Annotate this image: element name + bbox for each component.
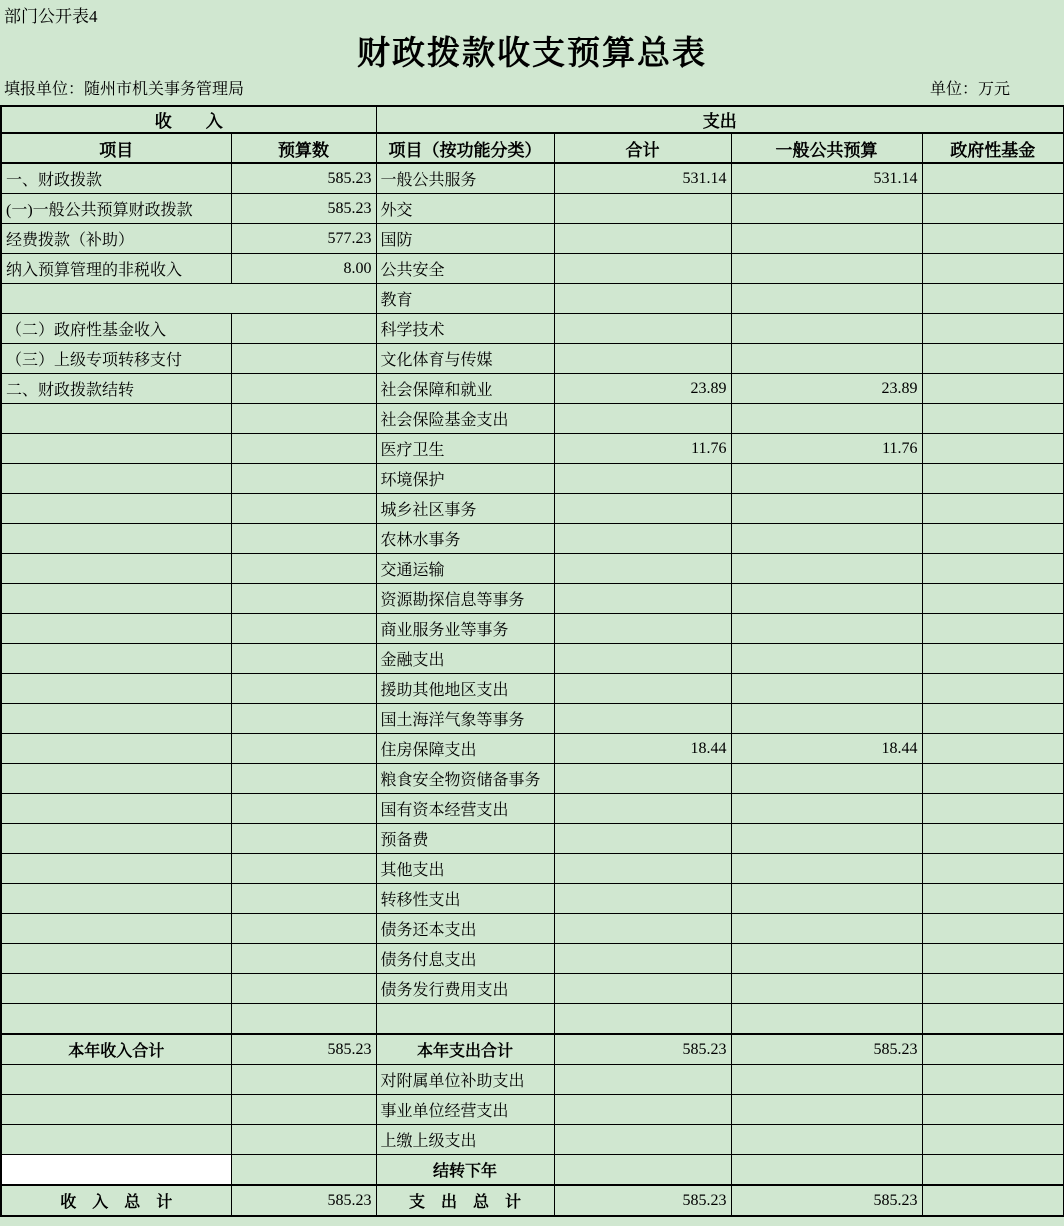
table-row	[1, 224, 1064, 254]
income-amount-cell: 577.23	[231, 224, 376, 254]
income-item-cell	[1, 464, 231, 494]
income-amount-cell: 585.23	[231, 1185, 376, 1216]
column-header: 项目（按功能分类）	[376, 133, 554, 163]
table-row	[1, 1065, 1064, 1095]
expense-general-budget-cell	[731, 224, 922, 254]
expense-general-budget-cell	[731, 1004, 922, 1035]
income-amount-cell	[231, 524, 376, 554]
expense-item-cell: 科学技术	[376, 314, 554, 344]
income-amount-cell	[231, 974, 376, 1004]
table-row	[1, 1095, 1064, 1125]
income-item-cell	[1, 284, 376, 314]
income-item-cell	[1, 944, 231, 974]
expense-govt-fund-cell	[922, 1095, 1064, 1125]
income-item-cell	[1, 974, 231, 1004]
expense-total-cell	[554, 404, 731, 434]
income-amount-cell	[231, 884, 376, 914]
expense-general-budget-cell	[731, 854, 922, 884]
expense-govt-fund-cell	[922, 1004, 1064, 1035]
expense-general-budget-cell	[731, 764, 922, 794]
expense-item-cell: 教育	[376, 284, 554, 314]
expense-item-cell: 其他支出	[376, 854, 554, 884]
income-amount-cell	[231, 1125, 376, 1155]
expense-item-cell: 社会保险基金支出	[376, 404, 554, 434]
expense-govt-fund-cell	[922, 464, 1064, 494]
expense-item-cell: 环境保护	[376, 464, 554, 494]
expense-item-cell: 本年支出合计	[376, 1034, 554, 1065]
income-amount-cell	[231, 344, 376, 374]
expense-total-cell	[554, 254, 731, 284]
expense-item-cell: 援助其他地区支出	[376, 674, 554, 704]
table-row	[1, 314, 1064, 344]
expense-item-cell	[376, 1004, 554, 1035]
expense-general-budget-cell	[731, 1095, 922, 1125]
expense-general-budget-cell	[731, 494, 922, 524]
table-row	[1, 674, 1064, 704]
expense-general-budget-cell	[731, 974, 922, 1004]
income-item-cell: 本年收入合计	[1, 1034, 231, 1065]
table-row	[1, 824, 1064, 854]
income-item-cell: （二）政府性基金收入	[1, 314, 231, 344]
expense-general-budget-cell	[731, 1125, 922, 1155]
income-amount-cell	[231, 794, 376, 824]
expense-item-cell: 医疗卫生	[376, 434, 554, 464]
income-item-cell	[1, 404, 231, 434]
income-item-cell	[1, 824, 231, 854]
expense-total-cell	[554, 764, 731, 794]
expense-govt-fund-cell	[922, 764, 1064, 794]
expense-govt-fund-cell	[922, 914, 1064, 944]
income-amount-cell	[231, 554, 376, 584]
expense-item-cell: 债务发行费用支出	[376, 974, 554, 1004]
expense-total-cell	[554, 854, 731, 884]
expense-govt-fund-cell	[922, 494, 1064, 524]
income-item-cell	[1, 734, 231, 764]
expense-total-cell	[554, 464, 731, 494]
expense-govt-fund-cell	[922, 554, 1064, 584]
income-item-cell: 经费拨款（补助）	[1, 224, 231, 254]
income-item-cell	[1, 914, 231, 944]
expense-govt-fund-cell	[922, 524, 1064, 554]
income-amount-cell	[231, 1095, 376, 1125]
table-row	[1, 464, 1064, 494]
income-amount-cell	[231, 584, 376, 614]
income-amount-cell	[231, 914, 376, 944]
table-row	[1, 434, 1064, 464]
income-item-cell	[1, 884, 231, 914]
expense-total-cell: 11.76	[554, 434, 731, 464]
income-item-cell: (一)一般公共预算财政拨款	[1, 194, 231, 224]
expense-total-cell	[554, 824, 731, 854]
expense-general-budget-cell	[731, 404, 922, 434]
expense-govt-fund-cell	[922, 704, 1064, 734]
expense-total-cell	[554, 1155, 731, 1186]
table-row	[1, 494, 1064, 524]
expense-total-cell	[554, 674, 731, 704]
column-header: 合计	[554, 133, 731, 163]
expense-item-cell: 支 出 总 计	[376, 1185, 554, 1216]
income-item-cell	[1, 584, 231, 614]
income-item-cell	[1, 1095, 231, 1125]
expense-total-cell	[554, 1125, 731, 1155]
table-row	[1, 644, 1064, 674]
expense-govt-fund-cell	[922, 584, 1064, 614]
expense-govt-fund-cell	[922, 434, 1064, 464]
income-amount-cell	[231, 614, 376, 644]
table-row	[1, 944, 1064, 974]
table-row	[1, 854, 1064, 884]
table-row	[1, 1125, 1064, 1155]
expense-govt-fund-cell	[922, 284, 1064, 314]
table-row	[1, 163, 1064, 194]
income-amount-cell	[231, 1155, 376, 1186]
expense-govt-fund-cell	[922, 314, 1064, 344]
expense-item-cell: 结转下年	[376, 1155, 554, 1186]
expense-govt-fund-cell	[922, 974, 1064, 1004]
table-row	[1, 1004, 1064, 1035]
expense-govt-fund-cell	[922, 794, 1064, 824]
income-amount-cell: 585.23	[231, 1034, 376, 1065]
expense-total-cell	[554, 614, 731, 644]
income-item-cell	[1, 434, 231, 464]
expense-general-budget-cell	[731, 944, 922, 974]
expense-general-budget-cell: 585.23	[731, 1185, 922, 1216]
expense-general-budget-cell	[731, 194, 922, 224]
table-row	[1, 1185, 1064, 1216]
expense-general-budget-cell	[731, 554, 922, 584]
income-item-cell: 纳入预算管理的非税收入	[1, 254, 231, 284]
expense-general-budget-cell: 585.23	[731, 1034, 922, 1065]
expense-total-cell	[554, 224, 731, 254]
table-row	[1, 404, 1064, 434]
expense-item-cell: 农林水事务	[376, 524, 554, 554]
income-item-cell: 一、财政拨款	[1, 163, 231, 194]
table-row	[1, 524, 1064, 554]
income-amount-cell	[231, 434, 376, 464]
report-unit-label: 填报单位：随州市机关事务管理局	[4, 81, 245, 98]
expense-govt-fund-cell	[922, 734, 1064, 764]
expense-item-cell: 国有资本经营支出	[376, 794, 554, 824]
income-amount-cell	[231, 854, 376, 884]
expense-item-cell: 事业单位经营支出	[376, 1095, 554, 1125]
expense-item-cell: 商业服务业等事务	[376, 614, 554, 644]
expense-total-cell	[554, 884, 731, 914]
expense-total-cell: 23.89	[554, 374, 731, 404]
table-row	[1, 194, 1064, 224]
expense-item-cell: 债务还本支出	[376, 914, 554, 944]
income-amount-cell	[231, 314, 376, 344]
expense-govt-fund-cell	[922, 1155, 1064, 1186]
expense-item-cell: 社会保障和就业	[376, 374, 554, 404]
budget-table	[0, 105, 1064, 1217]
table-row	[1, 284, 1064, 314]
income-item-cell: 二、财政拨款结转	[1, 374, 231, 404]
table-row	[1, 1155, 1064, 1186]
income-amount-cell	[231, 404, 376, 434]
expense-general-budget-cell	[731, 344, 922, 374]
expense-govt-fund-cell	[922, 674, 1064, 704]
expense-general-budget-cell	[731, 254, 922, 284]
income-item-cell	[1, 614, 231, 644]
expense-item-cell: 金融支出	[376, 644, 554, 674]
income-item-cell	[1, 704, 231, 734]
expense-item-cell: 一般公共服务	[376, 163, 554, 194]
expense-govt-fund-cell	[922, 344, 1064, 374]
income-amount-cell: 585.23	[231, 194, 376, 224]
expense-total-cell	[554, 344, 731, 374]
expense-general-budget-cell	[731, 914, 922, 944]
page-title: 财政拨款收支预算总表	[357, 36, 707, 72]
expense-total-cell: 585.23	[554, 1034, 731, 1065]
expense-total-cell	[554, 314, 731, 344]
column-header: 一般公共预算	[731, 133, 922, 163]
expense-govt-fund-cell	[922, 644, 1064, 674]
income-item-cell	[1, 554, 231, 584]
expense-govt-fund-cell	[922, 824, 1064, 854]
expense-total-cell: 531.14	[554, 163, 731, 194]
income-item-cell	[1, 524, 231, 554]
expense-general-budget-cell	[731, 884, 922, 914]
expense-item-cell: 交通运输	[376, 554, 554, 584]
expense-govt-fund-cell	[922, 374, 1064, 404]
expense-total-cell	[554, 1095, 731, 1125]
expense-total-cell	[554, 944, 731, 974]
table-row	[1, 974, 1064, 1004]
table-row	[1, 1034, 1064, 1065]
expense-general-budget-cell	[731, 644, 922, 674]
expense-total-cell	[554, 704, 731, 734]
income-item-cell	[1, 674, 231, 704]
income-amount-cell	[231, 824, 376, 854]
expense-govt-fund-cell	[922, 1065, 1064, 1095]
expense-govt-fund-cell	[922, 1185, 1064, 1216]
expense-total-cell	[554, 1065, 731, 1095]
income-item-cell	[1, 1125, 231, 1155]
income-item-cell	[1, 794, 231, 824]
column-header: 项目	[1, 133, 231, 163]
table-row	[1, 764, 1064, 794]
column-header-row	[1, 133, 1064, 163]
expense-item-cell: 资源勘探信息等事务	[376, 584, 554, 614]
expense-general-budget-cell	[731, 524, 922, 554]
expense-total-cell	[554, 794, 731, 824]
income-item-cell	[1, 1004, 231, 1035]
table-row	[1, 734, 1064, 764]
expense-total-cell	[554, 494, 731, 524]
expense-general-budget-cell	[731, 584, 922, 614]
income-item-cell	[1, 1065, 231, 1095]
expense-item-cell: 住房保障支出	[376, 734, 554, 764]
expense-item-cell: 对附属单位补助支出	[376, 1065, 554, 1095]
income-amount-cell	[231, 704, 376, 734]
expense-item-cell: 外交	[376, 194, 554, 224]
expense-item-cell: 公共安全	[376, 254, 554, 284]
expense-item-cell: 转移性支出	[376, 884, 554, 914]
expense-general-budget-cell	[731, 674, 922, 704]
income-item-cell	[1, 764, 231, 794]
expense-general-budget-cell: 23.89	[731, 374, 922, 404]
expense-govt-fund-cell	[922, 854, 1064, 884]
expense-govt-fund-cell	[922, 404, 1064, 434]
income-item-cell	[1, 494, 231, 524]
column-header: 政府性基金	[922, 133, 1064, 163]
income-group-header: 收 入	[1, 106, 376, 133]
table-row	[1, 884, 1064, 914]
expense-total-cell	[554, 644, 731, 674]
expense-total-cell	[554, 974, 731, 1004]
meta-row	[0, 76, 1064, 105]
expense-govt-fund-cell	[922, 194, 1064, 224]
expense-item-cell: 上缴上级支出	[376, 1125, 554, 1155]
expense-general-budget-cell: 531.14	[731, 163, 922, 194]
income-amount-cell: 585.23	[231, 163, 376, 194]
income-amount-cell	[231, 644, 376, 674]
income-amount-cell	[231, 464, 376, 494]
expense-total-cell	[554, 914, 731, 944]
doc-label: 部门公开表4	[4, 7, 98, 26]
expense-general-budget-cell: 18.44	[731, 734, 922, 764]
income-item-cell: 收 入 总 计	[1, 1185, 231, 1216]
table-row	[1, 794, 1064, 824]
expense-general-budget-cell	[731, 284, 922, 314]
income-item-cell	[1, 854, 231, 884]
expense-item-cell: 国土海洋气象等事务	[376, 704, 554, 734]
expense-total-cell	[554, 554, 731, 584]
expense-govt-fund-cell	[922, 1125, 1064, 1155]
expense-general-budget-cell	[731, 464, 922, 494]
table-row	[1, 584, 1064, 614]
expense-item-cell: 债务付息支出	[376, 944, 554, 974]
income-item-cell: （三）上级专项转移支付	[1, 344, 231, 374]
expense-general-budget-cell	[731, 614, 922, 644]
expense-govt-fund-cell	[922, 944, 1064, 974]
column-header: 预算数	[231, 133, 376, 163]
table-row	[1, 374, 1064, 404]
expense-total-cell	[554, 1004, 731, 1035]
expense-total-cell	[554, 284, 731, 314]
income-amount-cell	[231, 1065, 376, 1095]
expense-total-cell: 585.23	[554, 1185, 731, 1216]
expense-govt-fund-cell	[922, 224, 1064, 254]
income-amount-cell	[231, 494, 376, 524]
expense-govt-fund-cell	[922, 1034, 1064, 1065]
expense-item-cell: 预备费	[376, 824, 554, 854]
expense-item-cell: 国防	[376, 224, 554, 254]
expense-item-cell: 粮食安全物资储备事务	[376, 764, 554, 794]
expense-general-budget-cell: 11.76	[731, 434, 922, 464]
expense-item-cell: 文化体育与传媒	[376, 344, 554, 374]
table-row	[1, 554, 1064, 584]
expense-govt-fund-cell	[922, 884, 1064, 914]
table-row	[1, 254, 1064, 284]
expense-total-cell: 18.44	[554, 734, 731, 764]
table-row	[1, 704, 1064, 734]
expense-item-cell: 城乡社区事务	[376, 494, 554, 524]
income-amount-cell	[231, 944, 376, 974]
expense-general-budget-cell	[731, 704, 922, 734]
expense-general-budget-cell	[731, 1155, 922, 1186]
group-header-row	[1, 106, 1064, 133]
expense-general-budget-cell	[731, 314, 922, 344]
income-item-cell	[1, 644, 231, 674]
income-amount-cell	[231, 764, 376, 794]
income-item-cell	[1, 1155, 231, 1186]
expense-general-budget-cell	[731, 824, 922, 854]
income-amount-cell	[231, 374, 376, 404]
income-amount-cell	[231, 674, 376, 704]
unit-note-label: 单位：万元	[929, 81, 1010, 98]
expense-govt-fund-cell	[922, 614, 1064, 644]
income-amount-cell: 8.00	[231, 254, 376, 284]
expense-govt-fund-cell	[922, 254, 1064, 284]
expense-govt-fund-cell	[922, 163, 1064, 194]
table-row	[1, 914, 1064, 944]
table-row	[1, 344, 1064, 374]
expense-general-budget-cell	[731, 794, 922, 824]
expense-general-budget-cell	[731, 1065, 922, 1095]
expense-total-cell	[554, 524, 731, 554]
expense-total-cell	[554, 194, 731, 224]
income-amount-cell	[231, 734, 376, 764]
income-amount-cell	[231, 1004, 376, 1035]
expense-group-header: 支出	[376, 106, 1064, 133]
table-row	[1, 614, 1064, 644]
expense-total-cell	[554, 584, 731, 614]
